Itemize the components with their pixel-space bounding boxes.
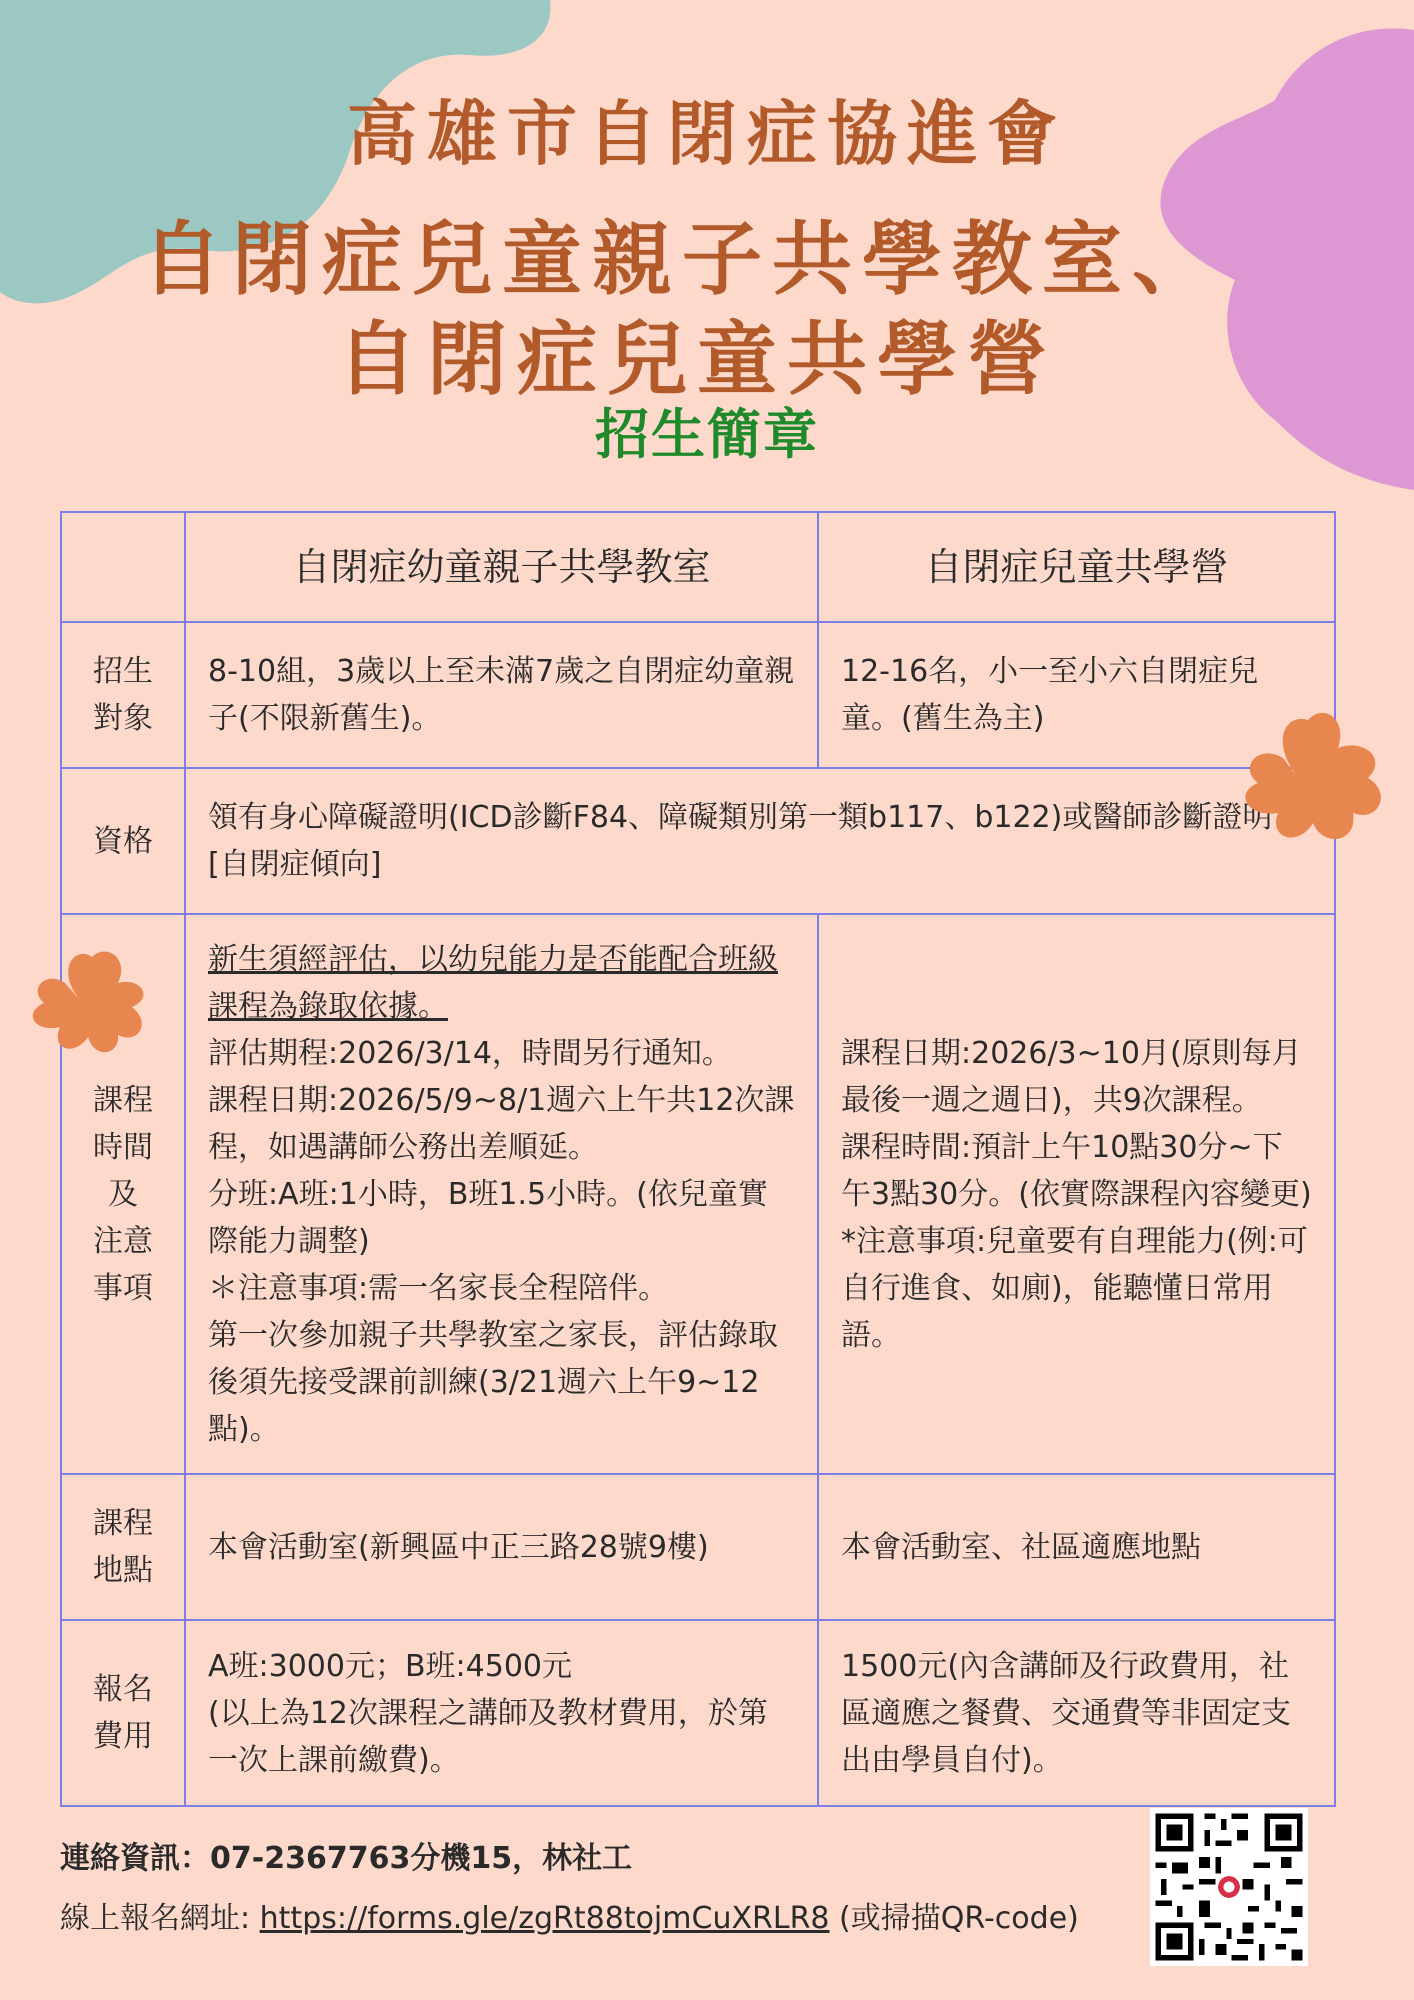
- main-title-line1: 自閉症兒童親子共學教室、: [142, 212, 1222, 306]
- online-registration: [60, 1893, 1079, 1937]
- schedule-parent-class: [185, 914, 818, 1474]
- orange-flower-decoration-right: [1228, 708, 1388, 848]
- fee-parent-class: A班:3000元；B班:4500元 (以上為12次課程之講師及教材費用，於第一次上課前繳費)。: [185, 1620, 818, 1806]
- row-label-fee: 報名 費用: [61, 1620, 185, 1806]
- row-label-eligibility: 資格: [61, 768, 185, 914]
- main-title-line2: 自閉症兒童共學營: [337, 312, 1057, 406]
- brochure-subtitle: 招生簡章: [595, 403, 819, 466]
- target-parent-class: 8-10組，3歲以上至未滿7歲之自閉症幼童親子(不限新舊生)。: [185, 622, 818, 768]
- qr-code-icon[interactable]: [1150, 1808, 1308, 1966]
- column-header-parent-class: 自閉症幼童親子共學教室: [185, 512, 818, 622]
- row-label-location: 課程 地點: [61, 1474, 185, 1620]
- table-row-target: [61, 622, 1335, 768]
- fee-camp: 1500元(內含講師及行政費用，社區適應之餐費、交通費等非固定支出由學員自付)。: [818, 1620, 1335, 1806]
- qr-code-hint: (或掃描QR-code): [829, 1901, 1079, 1936]
- row-label-schedule: 課程 時間 及 注意 事項: [61, 914, 185, 1474]
- target-camp: 12-16名，小一至小六自閉症兒童。(舊生為主): [818, 622, 1335, 768]
- orange-flower-decoration-left: [20, 945, 150, 1055]
- online-registration-label: 線上報名網址:: [60, 1901, 260, 1936]
- schedule-parent-class-details: 評估期程:2026/3/14，時間另行通知。 課程日期:2026/5/9~8/1週六上午共12次課程，如遇講師公務出差順延。 分班:A班:1小時，B班1.5小時。(依兒童實際能力調整) ＊注意事項:需一名家長全程陪伴。 第一次參加親子共學教室之家長，評估錄取後須先接受課前訓練(3/21週六上午9~12點)。: [208, 1035, 795, 1447]
- contact-info: 連絡資訊：07-2367763分機15，林社工: [60, 1841, 633, 1876]
- registration-link[interactable]: https://forms.gle/zgRt88tojmCuXRLR8: [259, 1901, 830, 1936]
- enrollment-info-table: [60, 511, 1336, 1807]
- empty-corner-cell: [61, 512, 185, 622]
- column-header-camp: 自閉症兒童共學營: [818, 512, 1335, 622]
- organization-name: 高雄市自閉症協進會: [347, 92, 1067, 175]
- schedule-camp: 課程日期:2026/3~10月(原則每月最後一週之週日)，共9次課程。 課程時間:預計上午10點30分~下午3點30分。(依實際課程內容變更) *注意事項:兒童要有自理能力(例:可自行進食、如廁)，能聽懂日常用語。: [818, 914, 1335, 1474]
- table-row-eligibility: [61, 768, 1335, 914]
- eligibility-text: 領有身心障礙證明(ICD診斷F84、障礙類別第一類b117、b122)或醫師診斷證明[自閉症傾向]: [185, 768, 1335, 914]
- table-row-schedule: [61, 914, 1335, 1474]
- location-parent-class: 本會活動室(新興區中正三路28號9樓): [185, 1474, 818, 1620]
- assessment-requirement-note: 新生須經評估，以幼兒能力是否能配合班級課程為錄取依據。: [208, 941, 778, 1024]
- location-camp: 本會活動室、社區適應地點: [818, 1474, 1335, 1620]
- table-row-fee: [61, 1620, 1335, 1806]
- table-header-row: [61, 512, 1335, 622]
- row-label-target: 招生 對象: [61, 622, 185, 768]
- table-row-location: [61, 1474, 1335, 1620]
